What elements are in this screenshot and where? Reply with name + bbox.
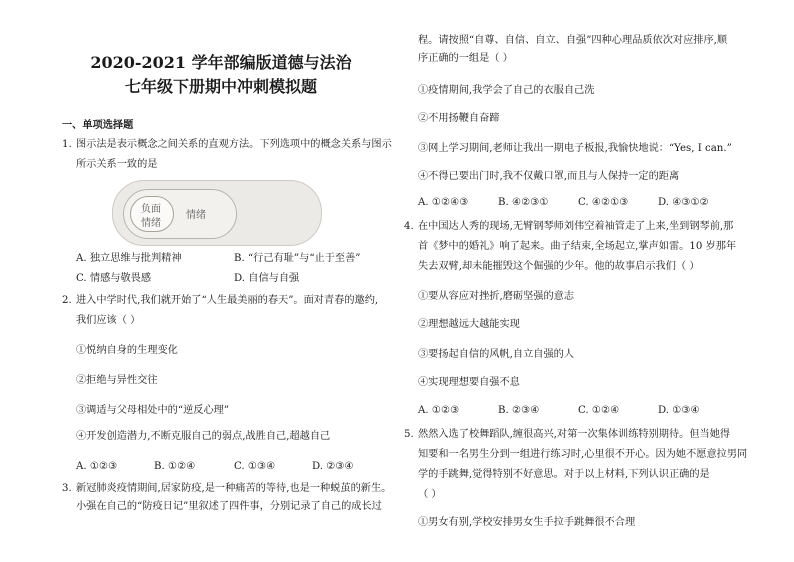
question-2-stem-line1: 进入中学时代,我们就开始了“人生最美丽的春天”。面对青春的邀约, [76,295,379,306]
question-2-option-d[interactable]: D. ②③④ [312,461,354,472]
question-4-statement-4: ④实现理想要自强不息 [418,377,520,388]
question-2-option-c[interactable]: C. ①③④ [234,461,276,472]
question-4-stem-line3: 失去双臂,却未能摧毁这个倔强的少年。他的故事启示我们（ ） [418,261,700,272]
question-2-statement-1: ①悦纳自身的生理变化 [76,345,178,356]
question-2-option-a[interactable]: A. ①②③ [76,461,118,472]
question-1-option-c[interactable]: C. 情感与敬畏感 [76,273,152,284]
question-3-stem-line4: 序正确的一组是（ ） [418,53,513,64]
question-3-option-b[interactable]: B. ④②③① [498,197,549,208]
question-4-option-c[interactable]: C. ①②④ [578,405,620,416]
question-3-stem-line2: 小强在自己的“防疫日记”里叙述了四件事，分别记录了自己的成长过 [76,501,382,512]
question-5-statement-1: ①男女有别,学校安排男女生手拉手跳舞很不合理 [418,517,636,528]
question-4-stem-line1: 在中国达人秀的现场,无臂钢琴师刘伟空着袖管走了上来,坐到钢琴前,那 [418,221,734,232]
question-4-statement-1: ①要从容应对挫折,磨砺坚强的意志 [418,291,575,302]
question-3-statement-1: ①疫情期间,我学会了自己的衣服自己洗 [418,85,595,96]
diagram-outer-label: 情绪 [186,210,206,221]
question-1-option-d[interactable]: D. 自信与自强 [234,273,300,284]
question-3-statement-2: ②不用扬鞭自奋蹄 [418,113,500,124]
diagram-inner-label-2: 情绪 [141,218,161,229]
question-4-statement-3: ③要扬起自信的风帆,自立自强的人 [418,349,575,360]
question-2-statement-3: ③调适与父母相处中的“逆反心理” [76,405,230,416]
diagram-inner-ellipse [130,196,174,232]
concept-diagram [112,180,322,246]
question-4-option-b[interactable]: B. ②③④ [498,405,540,416]
question-5-stem-line2: 知要和一名男生分到一组进行练习时,心里很不开心。因为她不愿意拉男同 [418,449,748,460]
question-3-option-a[interactable]: A. ①②④③ [418,197,469,208]
question-3-stem-line1: 新冠肺炎疫情期间,居家防疫,是一种痛苦的等待,也是一种蜕茧的新生。 [76,483,392,494]
question-4-stem-line2: 首《梦中的婚礼》响了起来。曲子结束,全场起立,掌声如雷。10 岁那年 [418,241,737,252]
question-4-statement-2: ②理想越远大越能实现 [418,319,520,330]
question-5-number: 5. [404,429,414,440]
question-2-stem-line2: 我们应该（ ） [76,315,141,326]
exam-title-line2: 七年级下册期中冲刺模拟题 [124,77,317,96]
question-4-option-a[interactable]: A. ①②③ [418,405,460,416]
question-5-stem-line1: 然然入选了校舞蹈队,缠很高兴,对第一次集体训练特别期待。但当她得 [418,429,731,440]
question-4-option-d[interactable]: D. ①③④ [658,405,700,416]
question-2-statement-4: ④开发创造潜力,不断克服自己的弱点,战胜自己,超越自己 [76,431,331,442]
question-1-option-a[interactable]: A. 独立思维与批判精神 [76,253,182,264]
diagram-inner-label: 负面 [141,204,161,215]
question-3-statement-3: ③网上学习期间,老师让我出一期电子板报,我愉快地说：“Yes, I can.” [418,143,732,154]
question-3-option-d[interactable]: D. ④③①② [658,197,709,208]
diagram-middle-ellipse [123,189,237,239]
question-1-stem-line2: 所示关系一致的是 [76,159,158,170]
question-5-stem-line4: （ ） [418,489,442,500]
question-1-option-b[interactable]: B. “行己有耻”与“止于至善” [234,253,361,264]
question-2-number: 2. [62,295,72,306]
question-5-stem-line3: 学的手跳舞,觉得特别不好意思。对于以上材料,下列认识正确的是 [418,469,710,480]
question-1-stem-line1: 图示法是表示概念之间关系的直观方法。下列选项中的概念关系与图示 [76,139,392,150]
question-3-number: 3. [62,483,72,494]
exam-title-line1: 2020-2021 学年部编版道德与法治 [90,53,352,72]
question-4-number: 4. [404,221,414,232]
section-heading: 一、单项选择题 [62,119,134,131]
question-2-option-b[interactable]: B. ①②④ [154,461,196,472]
question-3-stem-line3: 程。请按照“自尊、自信、自立、自强”四种心理品质依次对应排序,顺 [418,35,728,46]
question-3-option-c[interactable]: C. ④②①③ [578,197,629,208]
question-1-number: 1. [62,139,72,150]
question-2-statement-2: ②拒绝与异性交往 [76,375,158,386]
question-3-statement-4: ④不得已要出门时,我不仅戴口罩,而且与人保持一定的距离 [418,171,680,182]
